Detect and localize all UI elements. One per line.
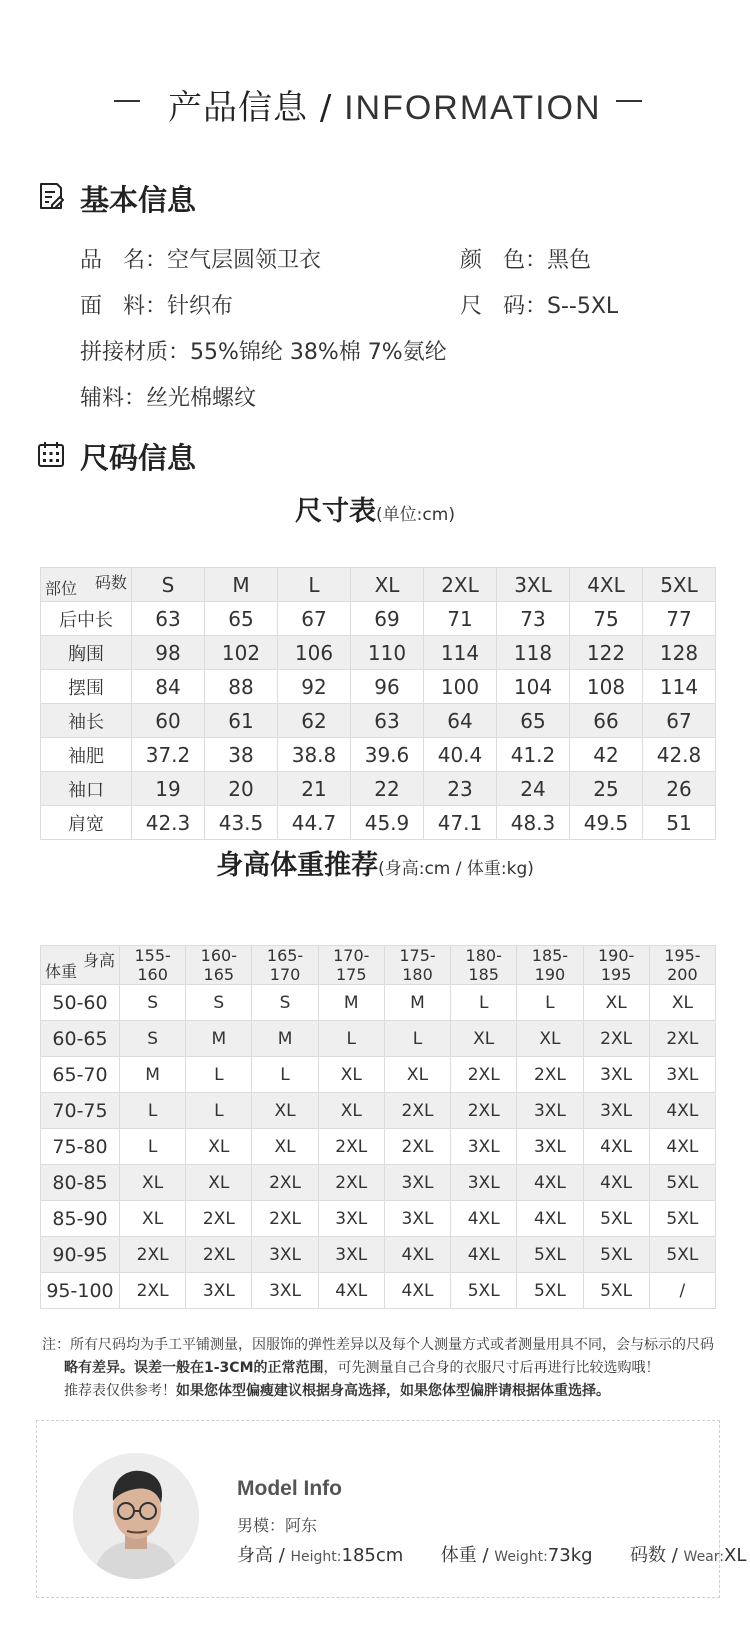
table-cell: M: [252, 1021, 318, 1057]
table-cell: XL: [252, 1093, 318, 1129]
size-info-heading: [36, 436, 196, 476]
table-cell: 69: [351, 602, 424, 636]
table-cell: XL: [517, 1021, 583, 1057]
height-header-cell: 165-170: [252, 946, 318, 985]
table-cell: 5XL: [451, 1273, 517, 1309]
table-cell: 106: [278, 636, 351, 670]
row-header-cell: 85-90: [41, 1201, 120, 1237]
table-cell: S: [120, 985, 186, 1021]
table-cell: 67: [278, 602, 351, 636]
header-dash-left: [114, 100, 140, 102]
table-cell: M: [318, 985, 384, 1021]
recommend-title-text: 身高体重推荐: [216, 850, 379, 881]
table-cell: XL: [186, 1165, 252, 1201]
table-cell: 2XL: [186, 1201, 252, 1237]
table-cell: 2XL: [120, 1273, 186, 1309]
splice-material-label: 拼接材质：: [80, 340, 191, 365]
table-cell: 65: [497, 704, 570, 738]
product-name-row: [80, 243, 321, 274]
table-cell: L: [451, 985, 517, 1021]
table-cell: 3XL: [451, 1129, 517, 1165]
table-cell: 2XL: [583, 1021, 649, 1057]
table-cell: 61: [205, 704, 278, 738]
table-cell: 2XL: [384, 1093, 450, 1129]
size-header-cell: 2XL: [424, 568, 497, 602]
table-cell: 5XL: [649, 1201, 715, 1237]
table-cell: L: [186, 1057, 252, 1093]
title-cn: 产品信息: [168, 88, 308, 128]
size-header-cell: L: [278, 568, 351, 602]
note-line-2-bold: 略有差异。误差一般在1-3CM的正常范围: [64, 1360, 324, 1376]
table-cell: 3XL: [252, 1237, 318, 1273]
model-avatar: [73, 1453, 199, 1579]
row-header-cell: 袖长: [41, 704, 132, 738]
header-dash-right: [616, 100, 642, 102]
table-cell: 3XL: [384, 1201, 450, 1237]
table-cell: 42: [570, 738, 643, 772]
table-cell: 26: [643, 772, 716, 806]
table-cell: 3XL: [318, 1237, 384, 1273]
size-table: [40, 567, 716, 840]
table-cell: 47.1: [424, 806, 497, 840]
row-header-cell: 50-60: [41, 985, 120, 1021]
table-cell: 67: [643, 704, 716, 738]
table-cell: 3XL: [583, 1093, 649, 1129]
table-cell: L: [120, 1129, 186, 1165]
table-cell: 65: [205, 602, 278, 636]
row-header-cell: 肩宽: [41, 806, 132, 840]
table-cell: M: [120, 1057, 186, 1093]
recommend-table-title: [0, 843, 750, 882]
table-cell: 63: [351, 704, 424, 738]
table-cell: XL: [384, 1057, 450, 1093]
corner-weight-label: 体重: [45, 962, 78, 981]
size-header-cell: XL: [351, 568, 424, 602]
basic-info-heading: [36, 178, 196, 218]
table-row: [41, 1057, 716, 1093]
table-cell: XL: [252, 1129, 318, 1165]
table-cell: 66: [570, 704, 643, 738]
table-cell: 19: [132, 772, 205, 806]
table-cell: 92: [278, 670, 351, 704]
row-header-cell: 95-100: [41, 1273, 120, 1309]
row-header-cell: 70-75: [41, 1093, 120, 1129]
table-cell: 20: [205, 772, 278, 806]
table-cell: XL: [186, 1129, 252, 1165]
size-header-cell: 3XL: [497, 568, 570, 602]
table-cell: 3XL: [451, 1165, 517, 1201]
table-cell: 22: [351, 772, 424, 806]
table-cell: 4XL: [649, 1093, 715, 1129]
note-line-2: [42, 1357, 714, 1380]
note-line-1: 注：所有尺码均为手工平铺测量，因服饰的弹性差异以及每个人测量方式或者测量用具不同，会与标示的尺码: [42, 1337, 714, 1353]
table-cell: M: [186, 1021, 252, 1057]
table-row: [41, 1201, 716, 1237]
table-cell: 4XL: [318, 1273, 384, 1309]
table-cell: 114: [424, 636, 497, 670]
table-cell: 3XL: [384, 1165, 450, 1201]
model-weight-en: Weight:: [494, 1549, 548, 1565]
corner-height-label: 身高: [82, 951, 115, 970]
model-weight-label: 体重 /: [440, 1545, 495, 1566]
table-cell: 2XL: [384, 1129, 450, 1165]
model-height-value: 185cm: [341, 1545, 404, 1566]
table-cell: 21: [278, 772, 351, 806]
note-line-3-bold: 如果您体型偏瘦建议根据身高选择，如果您体型偏胖请根据体重选择。: [176, 1383, 610, 1399]
table-cell: 2XL: [517, 1057, 583, 1093]
table-cell: L: [384, 1021, 450, 1057]
table-cell: 2XL: [451, 1057, 517, 1093]
table-cell: 73: [497, 602, 570, 636]
accessory-value: 丝光棉螺纹: [146, 386, 257, 411]
color-row: [460, 243, 591, 274]
table-cell: 5XL: [583, 1201, 649, 1237]
table-cell: XL: [451, 1021, 517, 1057]
table-cell: 3XL: [583, 1057, 649, 1093]
table-cell: 4XL: [451, 1237, 517, 1273]
size-range-value: S--5XL: [546, 294, 619, 319]
size-header-cell: 4XL: [570, 568, 643, 602]
recommend-header-row: [41, 946, 716, 985]
product-name-label: 品 名：: [80, 248, 167, 273]
title-separator: /: [319, 88, 333, 128]
table-cell: 110: [351, 636, 424, 670]
recommend-table-corner: [41, 946, 120, 985]
model-name: 男模：阿东: [237, 1516, 318, 1535]
table-cell: 104: [497, 670, 570, 704]
document-edit-icon: [36, 181, 66, 215]
table-row: [41, 772, 716, 806]
title-en: INFORMATION: [344, 89, 602, 127]
table-cell: 114: [643, 670, 716, 704]
size-table-unit: (单位:cm): [376, 505, 455, 525]
table-cell: 2XL: [649, 1021, 715, 1057]
table-cell: 3XL: [517, 1129, 583, 1165]
table-cell: 2XL: [318, 1129, 384, 1165]
recommend-unit: (身高:cm / 体重:kg): [378, 859, 534, 879]
table-cell: 3XL: [517, 1093, 583, 1129]
table-row: [41, 806, 716, 840]
table-cell: 4XL: [384, 1273, 450, 1309]
size-info-title: 尺码信息: [80, 440, 197, 475]
table-row: [41, 1165, 716, 1201]
table-row: [41, 636, 716, 670]
row-header-cell: 摆围: [41, 670, 132, 704]
size-table-corner: [41, 568, 132, 602]
row-header-cell: 后中长: [41, 602, 132, 636]
color-value: 黑色: [546, 248, 591, 273]
model-stats: [237, 1541, 746, 1567]
row-header-cell: 65-70: [41, 1057, 120, 1093]
table-cell: XL: [649, 985, 715, 1021]
table-cell: 71: [424, 602, 497, 636]
table-cell: 4XL: [583, 1165, 649, 1201]
table-cell: 41.2: [497, 738, 570, 772]
table-row: [41, 1237, 716, 1273]
page-title: [168, 80, 602, 129]
fabric-label: 面 料：: [80, 294, 167, 319]
table-row: [41, 738, 716, 772]
table-cell: L: [120, 1093, 186, 1129]
height-header-cell: 180-185: [451, 946, 517, 985]
model-wear-value: XL: [724, 1545, 747, 1566]
table-cell: 2XL: [186, 1237, 252, 1273]
table-cell: 3XL: [252, 1273, 318, 1309]
table-row: [41, 1273, 716, 1309]
table-cell: XL: [318, 1093, 384, 1129]
table-cell: 42.8: [643, 738, 716, 772]
accessory-label: 辅料：: [80, 386, 147, 411]
table-cell: 43.5: [205, 806, 278, 840]
fabric-row: [80, 289, 233, 320]
fabric-value: 针织布: [166, 294, 233, 319]
model-weight-value: 73kg: [547, 1545, 593, 1566]
row-header-cell: 75-80: [41, 1129, 120, 1165]
height-header-cell: 190-195: [583, 946, 649, 985]
accessory-row: [80, 381, 256, 412]
note-line-3: [42, 1380, 714, 1403]
table-cell: 4XL: [583, 1129, 649, 1165]
height-header-cell: 170-175: [318, 946, 384, 985]
table-cell: 96: [351, 670, 424, 704]
table-cell: 75: [570, 602, 643, 636]
table-cell: 4XL: [517, 1165, 583, 1201]
table-cell: 122: [570, 636, 643, 670]
note-line-3-normal: 推荐表仅供参考！: [64, 1383, 176, 1399]
corner-size-label: 码数: [94, 573, 127, 592]
table-cell: 100: [424, 670, 497, 704]
table-cell: 5XL: [517, 1273, 583, 1309]
size-range-label: 尺 码：: [460, 294, 547, 319]
row-header-cell: 袖口: [41, 772, 132, 806]
table-cell: 60: [132, 704, 205, 738]
table-cell: 2XL: [252, 1201, 318, 1237]
table-cell: S: [186, 985, 252, 1021]
table-cell: 64: [424, 704, 497, 738]
table-row: [41, 1129, 716, 1165]
splice-material-row: [80, 335, 447, 366]
table-cell: L: [318, 1021, 384, 1057]
height-header-cell: 160-165: [186, 946, 252, 985]
row-header-cell: 袖肥: [41, 738, 132, 772]
splice-material-value: 55%锦纶 38%棉 7%氨纶: [190, 340, 447, 365]
size-header-cell: S: [132, 568, 205, 602]
height-header-cell: 195-200: [649, 946, 715, 985]
note-line-2-rest: ，可先测量自己合身的衣服尺寸后再进行比较选购哦！: [323, 1360, 660, 1376]
model-wear-en: Wear:: [683, 1549, 724, 1565]
table-row: [41, 985, 716, 1021]
table-cell: 45.9: [351, 806, 424, 840]
table-cell: 62: [278, 704, 351, 738]
calendar-icon: [36, 439, 66, 473]
table-cell: 98: [132, 636, 205, 670]
table-cell: 38.8: [278, 738, 351, 772]
size-header-cell: 5XL: [643, 568, 716, 602]
page-header: [0, 76, 750, 126]
table-cell: 2XL: [120, 1237, 186, 1273]
table-cell: 2XL: [318, 1165, 384, 1201]
height-header-cell: 175-180: [384, 946, 450, 985]
table-cell: 25: [570, 772, 643, 806]
table-cell: L: [252, 1057, 318, 1093]
corner-part-label: 部位: [45, 579, 78, 598]
table-cell: 5XL: [649, 1165, 715, 1201]
table-cell: 48.3: [497, 806, 570, 840]
table-row: [41, 1093, 716, 1129]
table-cell: 4XL: [649, 1129, 715, 1165]
table-cell: 38: [205, 738, 278, 772]
table-cell: 84: [132, 670, 205, 704]
table-row: [41, 704, 716, 738]
table-cell: L: [517, 985, 583, 1021]
size-range-row: [460, 289, 618, 320]
table-cell: 128: [643, 636, 716, 670]
table-cell: 4XL: [517, 1201, 583, 1237]
size-table-title: [0, 489, 750, 528]
size-notes: [42, 1334, 714, 1403]
table-cell: S: [252, 985, 318, 1021]
table-cell: 37.2: [132, 738, 205, 772]
table-cell: 88: [205, 670, 278, 704]
height-header-cell: 155-160: [120, 946, 186, 985]
table-cell: 77: [643, 602, 716, 636]
table-cell: 5XL: [583, 1273, 649, 1309]
table-row: [41, 670, 716, 704]
color-label: 颜 色：: [460, 248, 547, 273]
table-cell: 102: [205, 636, 278, 670]
size-table-header-row: [41, 568, 716, 602]
recommend-table: [40, 945, 716, 1309]
table-cell: 42.3: [132, 806, 205, 840]
table-cell: 3XL: [649, 1057, 715, 1093]
basic-info-title: 基本信息: [80, 182, 197, 217]
table-cell: /: [649, 1273, 715, 1309]
table-cell: M: [384, 985, 450, 1021]
table-cell: 4XL: [384, 1237, 450, 1273]
table-cell: XL: [318, 1057, 384, 1093]
table-cell: 5XL: [517, 1237, 583, 1273]
table-cell: XL: [583, 985, 649, 1021]
row-header-cell: 胸围: [41, 636, 132, 670]
table-cell: 5XL: [583, 1237, 649, 1273]
model-height-label: 身高 /: [237, 1545, 291, 1566]
table-cell: 63: [132, 602, 205, 636]
table-cell: 3XL: [186, 1273, 252, 1309]
table-cell: 4XL: [451, 1201, 517, 1237]
table-cell: XL: [120, 1165, 186, 1201]
table-cell: 40.4: [424, 738, 497, 772]
table-cell: 23: [424, 772, 497, 806]
product-name-value: 空气层圆领卫衣: [166, 248, 321, 273]
table-cell: 2XL: [451, 1093, 517, 1129]
table-cell: L: [186, 1093, 252, 1129]
height-header-cell: 185-190: [517, 946, 583, 985]
model-height-en: Height:: [290, 1549, 342, 1565]
model-info-title: Model Info: [237, 1477, 342, 1500]
table-row: [41, 602, 716, 636]
table-cell: 2XL: [252, 1165, 318, 1201]
table-cell: 5XL: [649, 1237, 715, 1273]
table-cell: XL: [120, 1201, 186, 1237]
table-cell: 108: [570, 670, 643, 704]
table-cell: 44.7: [278, 806, 351, 840]
table-cell: 24: [497, 772, 570, 806]
table-cell: 3XL: [318, 1201, 384, 1237]
table-cell: 118: [497, 636, 570, 670]
table-row: [41, 1021, 716, 1057]
model-wear-label: 码数 /: [630, 1545, 684, 1566]
row-header-cell: 60-65: [41, 1021, 120, 1057]
row-header-cell: 90-95: [41, 1237, 120, 1273]
size-header-cell: M: [205, 568, 278, 602]
size-table-title-text: 尺寸表: [295, 496, 377, 527]
model-info-card: [36, 1420, 747, 1598]
table-cell: 39.6: [351, 738, 424, 772]
table-cell: 51: [643, 806, 716, 840]
table-cell: S: [120, 1021, 186, 1057]
row-header-cell: 80-85: [41, 1165, 120, 1201]
table-cell: 49.5: [570, 806, 643, 840]
